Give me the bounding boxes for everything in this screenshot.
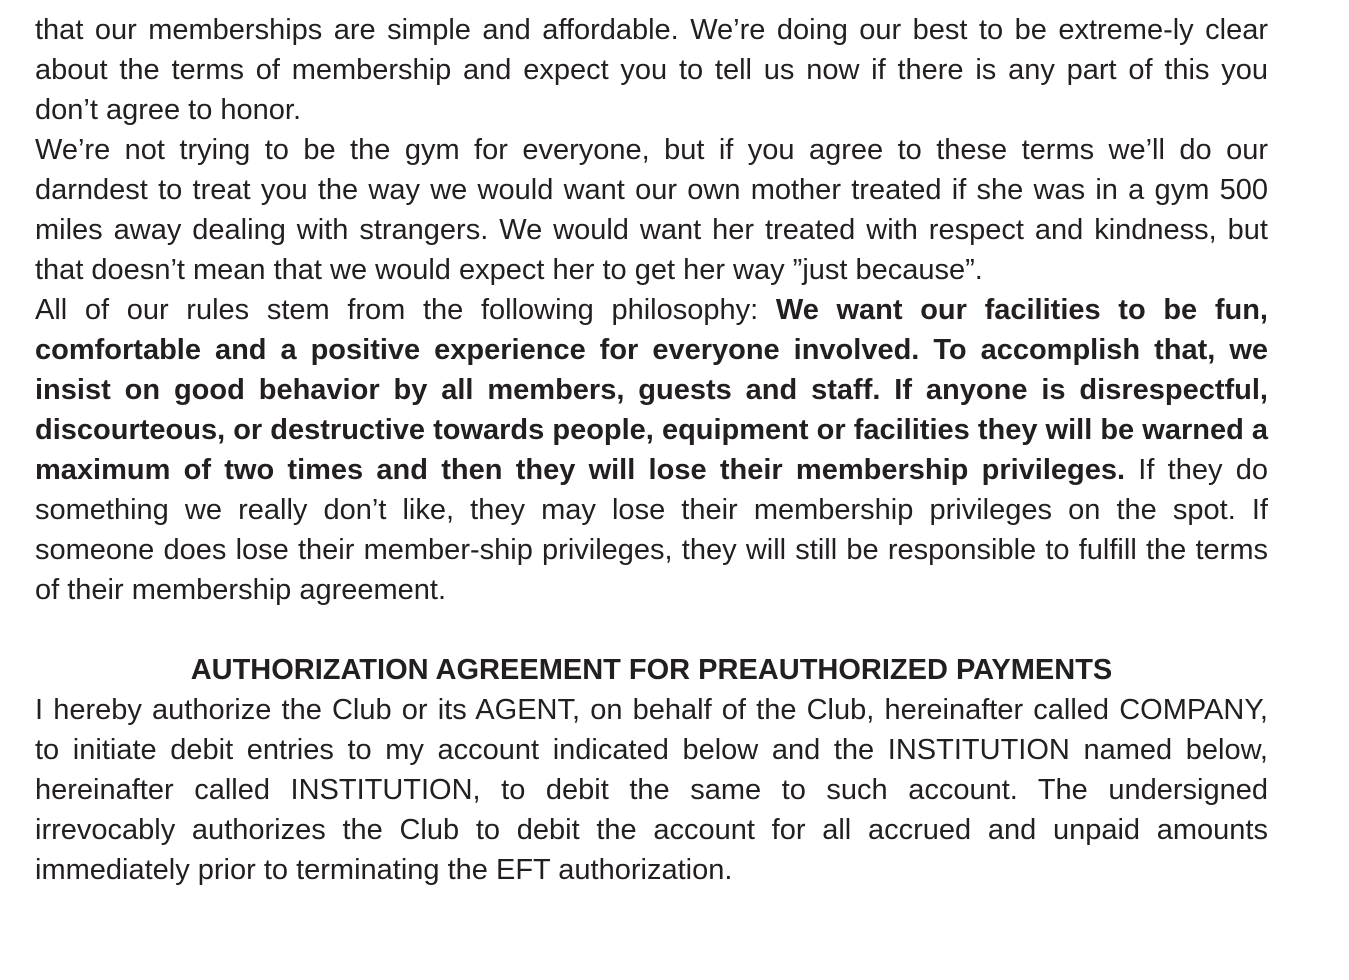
document-page — [35, 10, 1268, 890]
membership-terms-paragraph: that our memberships are simple and affordable. We’re doing our best to be extreme-ly clear about the terms of membership and expect you to tell us now if there is any part of this you don’t agree to honor. — [35, 14, 1268, 126]
rules-intro-text: All of our rules stem from the following philosophy: — [35, 294, 776, 326]
rules-paragraph — [35, 290, 1268, 610]
authorization-heading: AUTHORIZATION AGREEMENT FOR PREAUTHORIZED PAYMENTS — [190, 654, 1113, 686]
rules-rest-text: If they do something we really don’t like, they may lose their membership privileges on the spot. If someone does lose their member-ship privileges, they will still be responsible to fulfill the terms of their membership agreement. — [35, 454, 1268, 606]
paragraph-spacer — [35, 610, 1268, 650]
rules-bold-text: We want our facilities to be fun, comfortable and a positive experience for everyone involved. To accomplish that, we insist on good behavior by all members, guests and staff. If anyone is disrespectful, discourteous, or destructive towards people, equipment or facilities they will be warned a maximum of two times and then they will lose their membership privileges. — [35, 294, 1268, 486]
authorization-paragraph: I hereby authorize the Club or its AGENT, on behalf of the Club, hereinafter called COMPANY, to initiate debit entries to my account indicated below and the INSTITUTION named below, hereinafter called INSTITUTION, to debit the same to such account. The undersigned irrevocably authorizes the Club to debit the account for all accrued and unpaid amounts immediately prior to terminating the EFT authorization. — [35, 694, 1268, 886]
gym-philosophy-paragraph: We’re not trying to be the gym for everyone, but if you agree to these terms we’ll do our darndest to treat you the way we would want our own mother treated if she was in a gym 500 miles away dealing with strangers. We would want her treated with respect and kindness, but that doesn’t mean that we would expect her to get her way ”just because”. — [35, 134, 1268, 286]
